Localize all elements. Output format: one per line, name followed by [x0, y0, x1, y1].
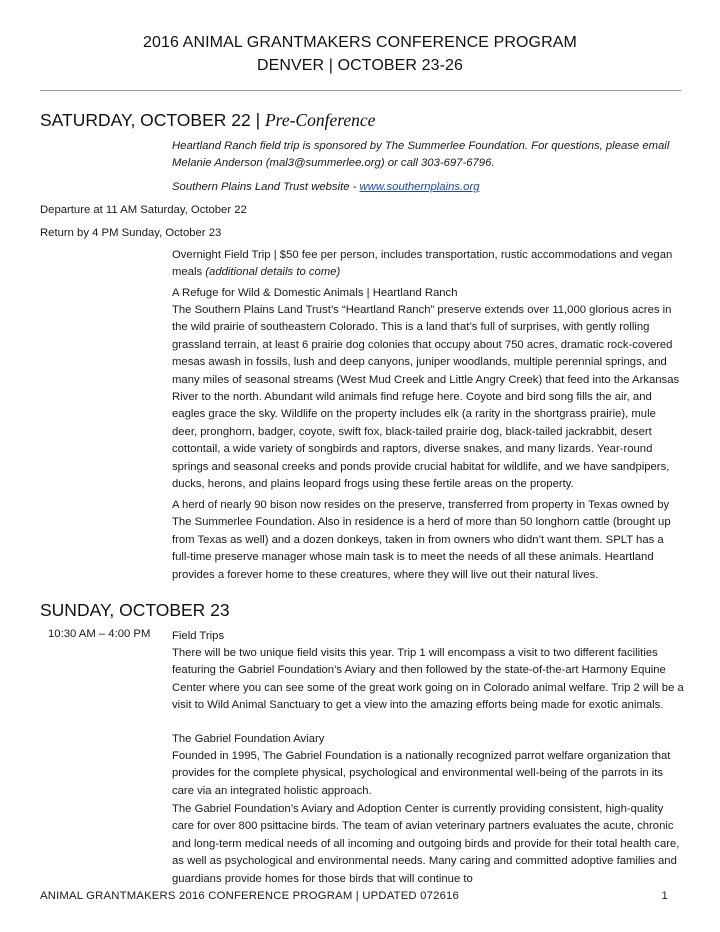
trip-note: (additional details to come)	[205, 266, 341, 279]
session-time: 10:30 AM – 4:00 PM	[48, 628, 151, 640]
gabriel-title: The Gabriel Foundation Aviary	[172, 733, 325, 745]
website-link[interactable]: www.southernplains.org	[359, 181, 480, 193]
aviary-text: The Gabriel Foundation’s Aviary and Adoption Center is currently providing consistent, high-quality care for over 800 psittacine birds. The team of avian veterinary partners evaluates the acute, chronic and long-term medical needs of all incoming and outgoing birds and provide for their total health care, as well as psychological and environmental needs. Many caring and committed adoptive families and guardians provide homes for those birds that will continue to	[172, 803, 680, 885]
bison-text: A herd of nearly 90 bison now resides on the preserve, transferred from property in Texas owned by The Summerlee Foundation. Also in residence is a herd of more than 50 longhorn cattle (brought up from Texas as well) and a dozen donkeys, taken in from owners who didn’t want them. SPLT has a full-time preserve manager whose main task is to meet the needs of all these animals. Heartland provides a forever home to these creatures, where they will live out their natural lives.	[172, 499, 671, 581]
page-footer	[40, 890, 668, 902]
departure-line: Departure at 11 AM Saturday, October 22	[40, 204, 247, 216]
website-line	[172, 179, 684, 196]
field-trips-title: Field Trips	[172, 630, 225, 642]
return-line: Return by 4 PM Sunday, October 23	[40, 227, 222, 239]
refuge-title: A Refuge for Wild & Domestic Animals | Heartland Ranch	[172, 287, 458, 299]
saturday-heading	[40, 110, 375, 131]
header-title: 2016 ANIMAL GRANTMAKERS CONFERENCE PROGRAM	[143, 34, 577, 51]
refuge-text: The Southern Plains Land Trust’s “Heartland Ranch” preserve extends over 11,000 glorious acres in the wild prairie of southeastern Colorado. This is a land that’s full of surprises, with gently rolling grassland terrain, at least 6 prairie dog colonies that occupy about 750 acres, dramatic rock-covered mesas awash in fossils, lush and deep canyons, juniper woodlands, multiple perennial springs, and many miles of seasonal streams (West Mud Creek and Little Angry Creek) that feed into the Arkansas River to the north. Abundant wild animals find refuge here. Coyote and bird song fills the air, and eagles grace the sky. Wildlife on the property includes elk (a rarity in the shortgrass prairie), mule deer, pronghorn, badger, coyote, swift fox, black-tailed prairie dog, black-tailed jackrabbit, desert cottontail, a wide variety of songbirds and raptors, diverse snakes, and many lizards. Year-round springs and seasonal creeks and ponds provide crucial habitat for wildlife, and we have sandpipers, ducks, herons, and plains leopard frogs using these fertile areas on the property.	[172, 304, 680, 491]
header-divider	[40, 90, 681, 91]
footer-text: ANIMAL GRANTMAKERS 2016 CONFERENCE PROGRAM | UPDATED 072616	[40, 890, 460, 902]
sponsor-note: Heartland Ranch field trip is sponsored by The Summerlee Foundation. For questions, please email Melanie Anderson (mal3@summerlee.org) or call 303-697-6796.	[172, 140, 670, 170]
page-number: 1	[661, 890, 668, 902]
saturday-heading-text: SATURDAY, OCTOBER 22 |	[40, 110, 265, 130]
website-prefix: Southern Plains Land Trust website -	[172, 181, 360, 193]
trip-title: Overnight Field Trip | $50 fee per person, includes transportation, rustic accommodations and vegan meals	[172, 249, 673, 279]
header-subtitle: DENVER | OCTOBER 23-26	[256, 57, 464, 74]
field-trips-text: There will be two unique field visits this year. Trip 1 will encompass a visit to two different facilities featuring the Gabriel Foundation’s Aviary and then followed by the state-of-the-art Harmony Equine Center where you can see some of the great work going on in Colorado animal welfare. Trip 2 will be a visit to Wild Animal Sanctuary to get a view into the amazing efforts being made for exotic animals.	[172, 647, 684, 712]
trip-block	[172, 247, 684, 282]
saturday-heading-sub: Pre-Conference	[264, 110, 376, 130]
gabriel-text: Founded in 1995, The Gabriel Foundation is a nationally recognized parrot welfare organization that provides for the complete physical, psychological and environmental well-being of the parrots in its care via an integrated holistic approach.	[172, 750, 671, 797]
sunday-heading: SUNDAY, OCTOBER 23	[40, 600, 230, 620]
